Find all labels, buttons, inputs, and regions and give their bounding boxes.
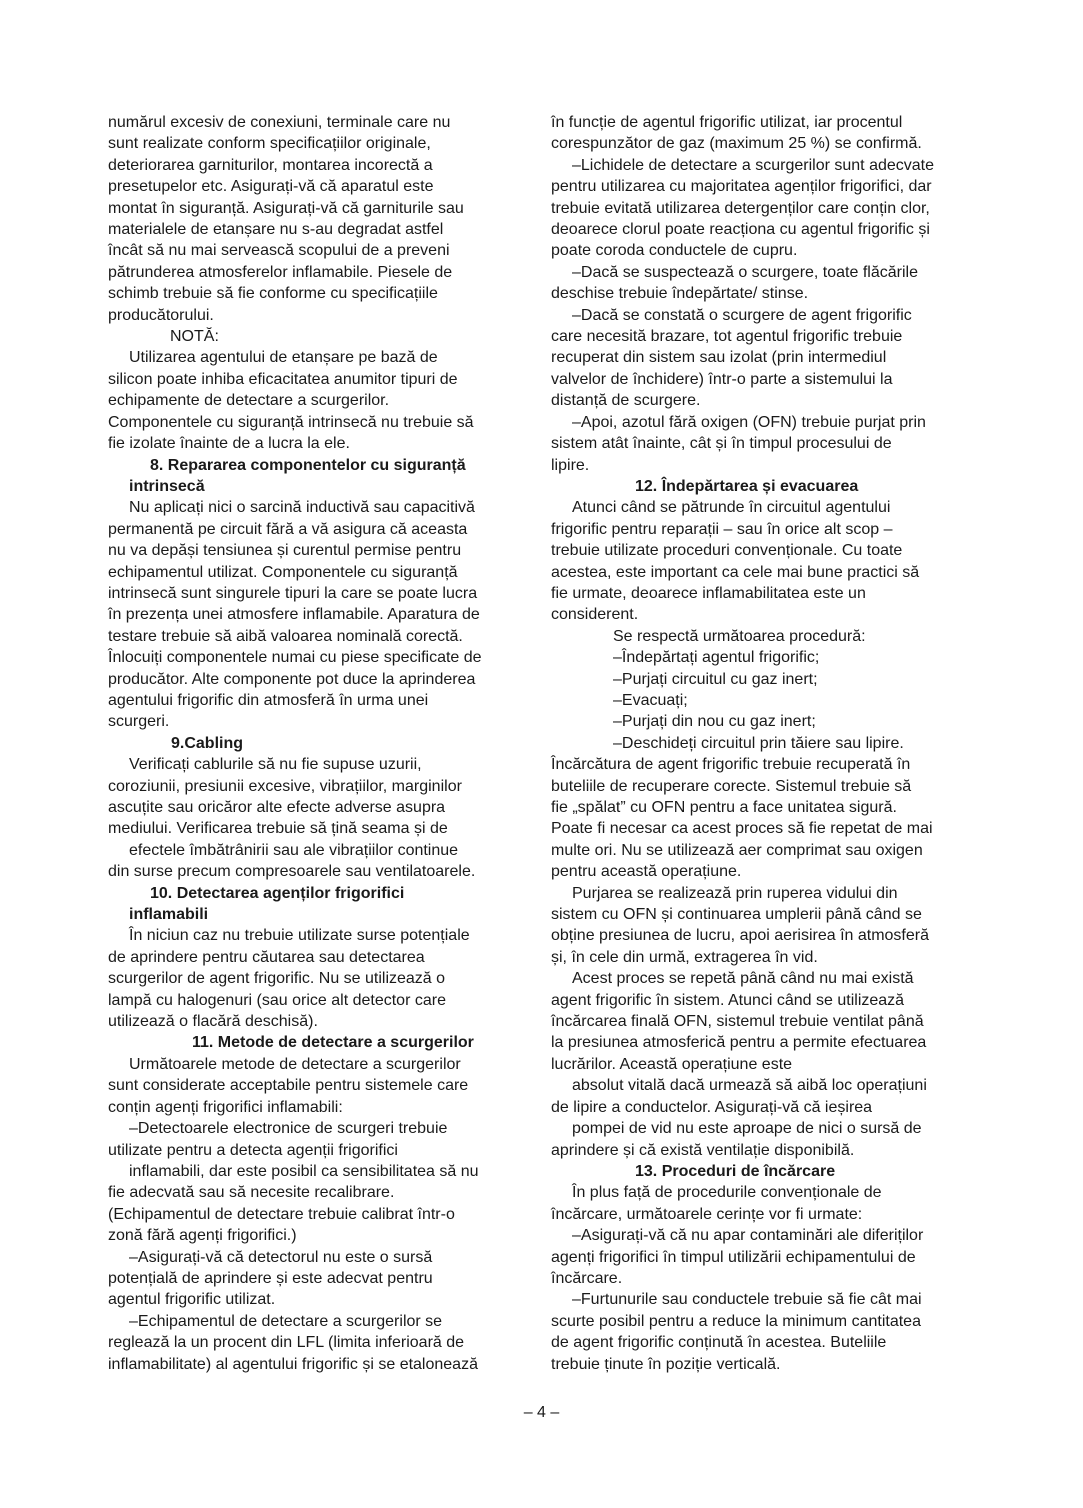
text-line: inflamabili, dar este posibil ca sensibilitatea să nu — [129, 1162, 479, 1180]
text-line: Purjarea se realizează prin ruperea vidului din — [572, 884, 898, 902]
text-line: testare trebuie să aibă valoarea nominală corectă. — [108, 627, 463, 645]
text-line: materialele de etanșare nu s-au degradat astfel — [108, 221, 444, 239]
text-line: fie urmate, deoarece inflamabilitatea este un — [551, 584, 866, 602]
text-line: fie „spălat” cu OFN pentru a face unitatea sigură. — [551, 799, 897, 816]
text-line: Înlocuiți componentele numai cu piese specificate de — [108, 649, 482, 667]
text-line: În niciun caz nu trebuie utilizate surse potențiale — [129, 927, 470, 945]
text-line: trebuie utilizate proceduri convenționale. Cu toate — [551, 542, 903, 560]
text-line: buteliile de recuperare corecte. Sistemul trebuie să — [551, 777, 912, 795]
procedure-step: –Îndepărtați agentul frigorific; — [613, 649, 820, 667]
text-line: aprindere și că există ventilație disponibilă. — [551, 1141, 855, 1159]
text-line: de aprindere pentru căutarea sau detectarea — [108, 948, 425, 966]
text-line: –Dacă se suspectează o scurgere, toate flăcările — [572, 263, 918, 281]
text-line: absolut vitală dacă urmează să aibă loc operațiuni — [572, 1077, 927, 1095]
section-heading-10-cont: inflamabili — [129, 906, 209, 924]
right-column — [551, 112, 981, 1375]
text-line: echipamentul utilizat. Componentele cu siguranță — [108, 563, 458, 581]
text-line: sunt considerate acceptabile pentru sistemele care — [108, 1077, 469, 1095]
text-line: în prezența unei atmosfere inflamabile. Aparatura de — [108, 606, 480, 624]
text-line: montat în siguranță. Asigurați-vă că garniturile sau — [108, 199, 464, 217]
text-line: echipamente de detectare a scurgerilor. — [108, 392, 390, 410]
text-line: din surse precum compresoarele sau ventilatoarele. — [108, 863, 476, 881]
text-line: –Detectoarele electronice de scurgeri trebuie — [129, 1120, 448, 1138]
text-line: efectele îmbătrânirii sau ale vibrațiilor continue — [129, 841, 459, 859]
text-line: zonă fără agenți frigorifici.) — [108, 1227, 297, 1245]
text-line: încărcarea finală OFN, sistemul trebuie ventilat până — [551, 1013, 924, 1031]
text-line: Acest proces se repetă până când nu mai există — [572, 970, 914, 988]
section-heading-10: 10. Detectarea agenților frigorifici — [150, 884, 405, 902]
text-line: intrinsecă sunt singurele tipuri la care se poate lucra — [108, 584, 478, 602]
text-line: mediului. Verificarea trebuie să țină seama și de — [108, 820, 448, 838]
text-line: fie izolate înainte de a lucra la ele. — [108, 435, 350, 453]
text-line: coroziunii, presiunii excesive, vibrațiilor, marginilor — [108, 777, 462, 795]
text-line: pentru utilizarea cu majoritatea agenților frigorifici, dar — [551, 178, 932, 196]
text-line: multe ori. Nu se utilizează aer comprimat sau oxigen — [551, 841, 923, 859]
procedure-step: –Purjați din nou cu gaz inert; — [613, 713, 816, 731]
text-line: distanță de scurgere. — [551, 392, 701, 410]
text-line: Următoarele metode de detectare a scurgerilor — [129, 1055, 461, 1073]
text-line: încărcare. — [551, 1269, 623, 1287]
text-line: Utilizarea agentului de etanșare pe bază de — [129, 349, 438, 367]
text-line: care necesită brazare, tot agentul frigorific trebuie — [551, 328, 903, 346]
text-line: –Apoi, azotul fără oxigen (OFN) trebuie purjat prin — [572, 413, 926, 431]
procedure-step: –Deschideți circuitul prin tăiere sau lipire. — [613, 734, 904, 752]
text-line: trebuie evitată utilizarea detergenților care conțin clor, — [551, 199, 930, 217]
text-line: obține presiunea de lucru, apoi aerisirea în atmosferă — [551, 927, 929, 945]
text-line: sistem cu OFN și continuarea umplerii până când se — [551, 906, 922, 924]
text-line: nu va depăși tensiunea și curentul permise pentru — [108, 542, 462, 560]
text-line: Nu aplicați nici o sarcină inductivă sau capacitivă — [129, 499, 475, 517]
text-line: corespunzător de gaz (maximum 25 %) se confirmă. — [551, 135, 922, 153]
text-line: Poate fi necesar ca acest proces să fie repetat de mai — [551, 820, 933, 838]
left-column — [108, 112, 528, 1375]
text-line: Componentele cu siguranță intrinsecă nu trebuie să — [108, 413, 474, 431]
text-line: recuperat din sistem sau izolat (prin intermediul — [551, 349, 887, 367]
page-number: – 4 – — [523, 1404, 560, 1421]
text-line: Atunci când se pătrunde în circuitul agentului — [572, 499, 891, 517]
text-line: în funcție de agentul frigorific utilizat, iar procentul — [551, 114, 903, 131]
text-line: sunt realizate conform specificațiilor originale, — [108, 135, 431, 153]
text-line: agentului frigorific din atmosferă în urma unei — [108, 691, 429, 709]
text-line: –Asigurați-vă că nu apar contaminări ale diferiților — [572, 1227, 924, 1245]
text-line: valvelor de închidere) într-o parte a sistemului la — [551, 370, 893, 388]
text-line: schimb trebuie să fie conforme cu specificațiile — [108, 285, 438, 303]
text-line: producător. Alte componente pot duce la aprinderea — [108, 670, 476, 688]
text-line: silicon poate inhiba eficacitatea anumitor tipuri de — [108, 370, 458, 388]
text-line: agenți frigorifici în timpul utilizării echipamentului de — [551, 1248, 916, 1266]
section-heading-8-cont: intrinsecă — [129, 477, 205, 495]
text-line: pătrunderea atmosferelor inflamabile. Piesele de — [108, 263, 453, 281]
text-line: –Furtunurile sau conductele trebuie să fie cât mai — [572, 1291, 922, 1309]
text-line: numărul excesiv de conexiuni, terminale care nu — [108, 114, 451, 131]
section-heading-12: 12. Îndepărtarea și evacuarea — [635, 477, 859, 495]
text-line: considerent. — [551, 606, 639, 624]
text-line: acestea, este important ca cele mai bune practici să — [551, 563, 920, 581]
text-line: de agent frigorific conținută în acestea. Buteliile — [551, 1334, 887, 1352]
text-line: agent frigorific în sistem. Atunci când se utilizează — [551, 991, 905, 1009]
text-line: lampă cu halogenuri (sau orice alt detector care — [108, 991, 446, 1009]
text-line: În plus față de procedurile convenționale de — [572, 1184, 882, 1202]
text-line: încărcare, următoarele cerințe vor fi urmate: — [551, 1205, 863, 1223]
procedure-step: –Purjați circuitul cu gaz inert; — [613, 670, 818, 688]
text-line: permanentă pe circuit fără a vă asigura că aceasta — [108, 520, 468, 538]
text-line: scurgeri. — [108, 713, 170, 731]
procedure-intro: Se respectă următoarea procedură: — [613, 627, 866, 645]
text-line: fie adecvată sau să necesite recalibrare. — [108, 1184, 395, 1202]
procedure-step: –Evacuați; — [613, 691, 688, 709]
text-line: –Echipamentul de detectare a scurgerilor se — [129, 1312, 443, 1330]
text-line: la presiunea atmosferică pentru a permite efectuarea — [551, 1034, 927, 1052]
text-line: utilizează o flacără deschisă). — [108, 1013, 318, 1031]
text-line: scurgerilor de agent frigorific. Nu se utilizează o — [108, 970, 446, 988]
text-line: sistem atât înainte, cât și în timpul procesului de — [551, 435, 892, 453]
text-line: deteriorarea garniturilor, montarea incorectă a — [108, 156, 433, 174]
text-line: utilizate pentru a detecta agenții frigorifici — [108, 1141, 398, 1159]
text-line: scurte posibil pentru a reduce la minimum cantitatea — [551, 1312, 921, 1330]
text-line: potențială de aprindere și este adecvat pentru — [108, 1269, 433, 1287]
text-line: frigorific pentru reparații – sau în orice alt scop – — [551, 520, 893, 538]
text-line: deoarece clorul poate reacționa cu agentul frigorific și — [551, 221, 930, 239]
text-line: reglează la un procent din LFL (limita inferioară de — [108, 1334, 465, 1352]
section-heading-9: 9.Cabling — [171, 734, 244, 752]
text-line: de lipire a conductelor. Asigurați-vă că ieșirea — [551, 1098, 873, 1116]
text-line: (Echipamentul de detectare trebuie calibrat într-o — [108, 1205, 455, 1223]
section-heading-11: 11. Metode de detectare a scurgerilor — [192, 1034, 474, 1052]
text-line: poate coroda conductele de cupru. — [551, 242, 798, 260]
text-line: încât să nu mai servească scopului de a preveni — [108, 242, 450, 260]
text-line: presetupelor etc. Asigurați-vă că aparatul este — [108, 178, 434, 196]
text-line: pompei de vid nu este aproape de nici o sursă de — [572, 1120, 922, 1138]
text-line: –Dacă se constată o scurgere de agent frigorific — [572, 306, 912, 324]
text-line: și, în cele din urmă, extragerea în vid. — [551, 948, 818, 966]
text-line: agentul frigorific utilizat. — [108, 1291, 276, 1309]
text-line: lipire. — [551, 456, 590, 474]
section-heading-13: 13. Proceduri de încărcare — [635, 1162, 836, 1180]
text-line: trebuie ținute în poziție verticală. — [551, 1355, 781, 1373]
text-line: lucrărilor. Această operațiune este — [551, 1055, 793, 1073]
text-line: Verificați cablurile să nu fie supuse uzurii, — [129, 756, 422, 774]
text-line: pentru această operațiune. — [551, 863, 742, 881]
note-label: NOTĂ: — [170, 328, 219, 346]
text-line: deschise trebuie îndepărtate/ stinse. — [551, 285, 809, 303]
text-line: inflamabilitate) al agentului frigorific și se etalonează — [108, 1355, 478, 1373]
text-line: Încărcătura de agent frigorific trebuie recuperată în — [551, 756, 911, 774]
text-line: –Lichidele de detectare a scurgerilor sunt adecvate — [572, 156, 934, 174]
text-line: ascuțite sau oricăror alte efecte adverse asupra — [108, 799, 446, 816]
section-heading-8: 8. Repararea componentelor cu siguranță — [150, 456, 466, 474]
text-line: producătorului. — [108, 306, 214, 324]
text-line: conțin agenți frigorifici inflamabili: — [108, 1098, 343, 1116]
text-line: –Asigurați-vă că detectorul nu este o sursă — [129, 1248, 433, 1266]
